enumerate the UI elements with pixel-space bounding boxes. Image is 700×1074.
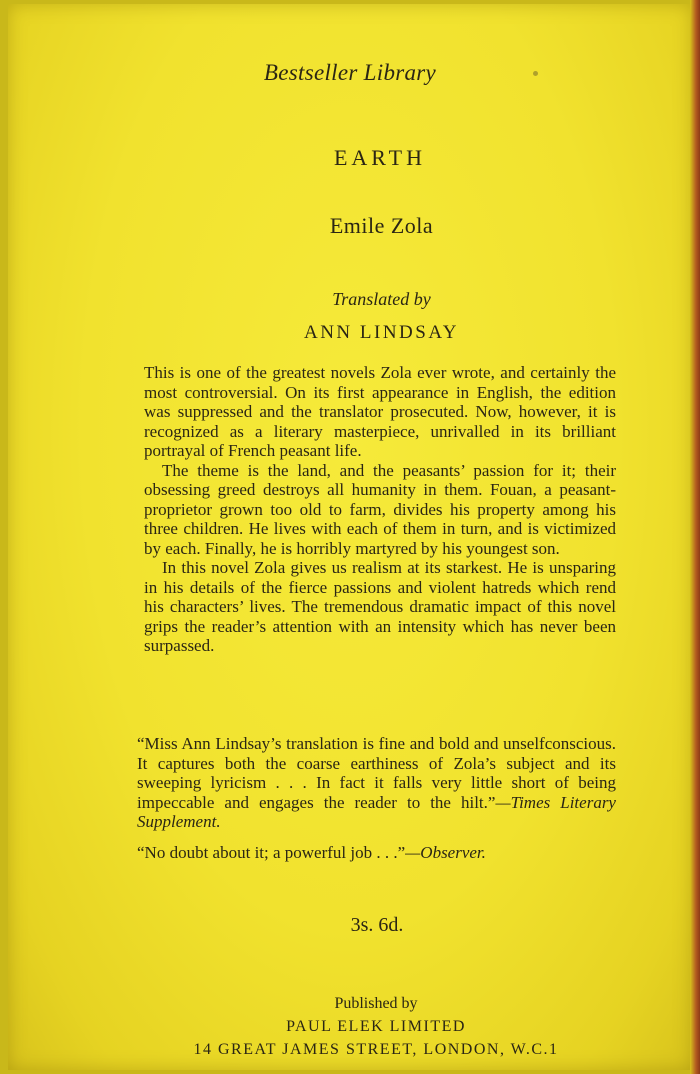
publisher-name: PAUL ELEK LIMITED: [286, 1018, 466, 1035]
translator-name: ANN LINDSAY: [303, 322, 460, 343]
review-quote-text: “Miss Ann Lindsay’s translation is fine and bold and unselfconscious. It captures both the coarse earthiness of Zola’s subject and its sweeping lyricism . . . In fact it falls very little short of being impeccable and engages the reader to the hilt.”: [137, 734, 616, 812]
blurb: [144, 363, 616, 656]
review-quote-2: [137, 843, 616, 863]
review-quote-source: —Times Literary Supplement.: [137, 792, 616, 831]
review-quotes: [137, 734, 616, 862]
review-quote-1: [137, 734, 616, 832]
price: 3s. 6d.: [350, 914, 404, 936]
blurb-paragraph-2: The theme is the land, and the peasants’ passion for it; their obsessing greed destroys all humanity in them. Fouan, a peasant-proprietor grown too old to farm, divides his property among his three children. He lives with each of them in turn, and is victimized by each. Finally, he is horribly martyred by his youngest son.: [144, 460, 616, 558]
review-quote-text: “No doubt about it; a powerful job . . .”: [137, 842, 406, 862]
publisher-block: [0, 992, 700, 1061]
book-title: EARTH: [333, 145, 426, 170]
series-name: Bestseller Library: [263, 60, 437, 85]
author-name: Emile Zola: [329, 213, 434, 238]
publisher-address: 14 GREAT JAMES STREET, LONDON, W.C.1: [193, 1041, 559, 1058]
translated-by-label: Translated by: [332, 289, 431, 309]
blurb-paragraph-3: In this novel Zola gives us realism at its starkest. He is unsparing in his details of the fierce passions and violent hatreds which rend his characters’ lives. The tremendous dramatic impact of this novel grips the reader’s attention with an intensity which has never been surpassed.: [144, 558, 616, 655]
published-by-label: Published by: [334, 995, 418, 1012]
blurb-paragraph-1: This is one of the greatest novels Zola ever wrote, and certainly the most controversial. On its first appearance in English, the edition was suppressed and the translator prosecuted. Now, however, it is recognized as a literary masterpiece, unrivalled in its brilliant portrayal of French peasant life.: [144, 363, 616, 460]
review-quote-source: —Observer.: [405, 842, 486, 862]
